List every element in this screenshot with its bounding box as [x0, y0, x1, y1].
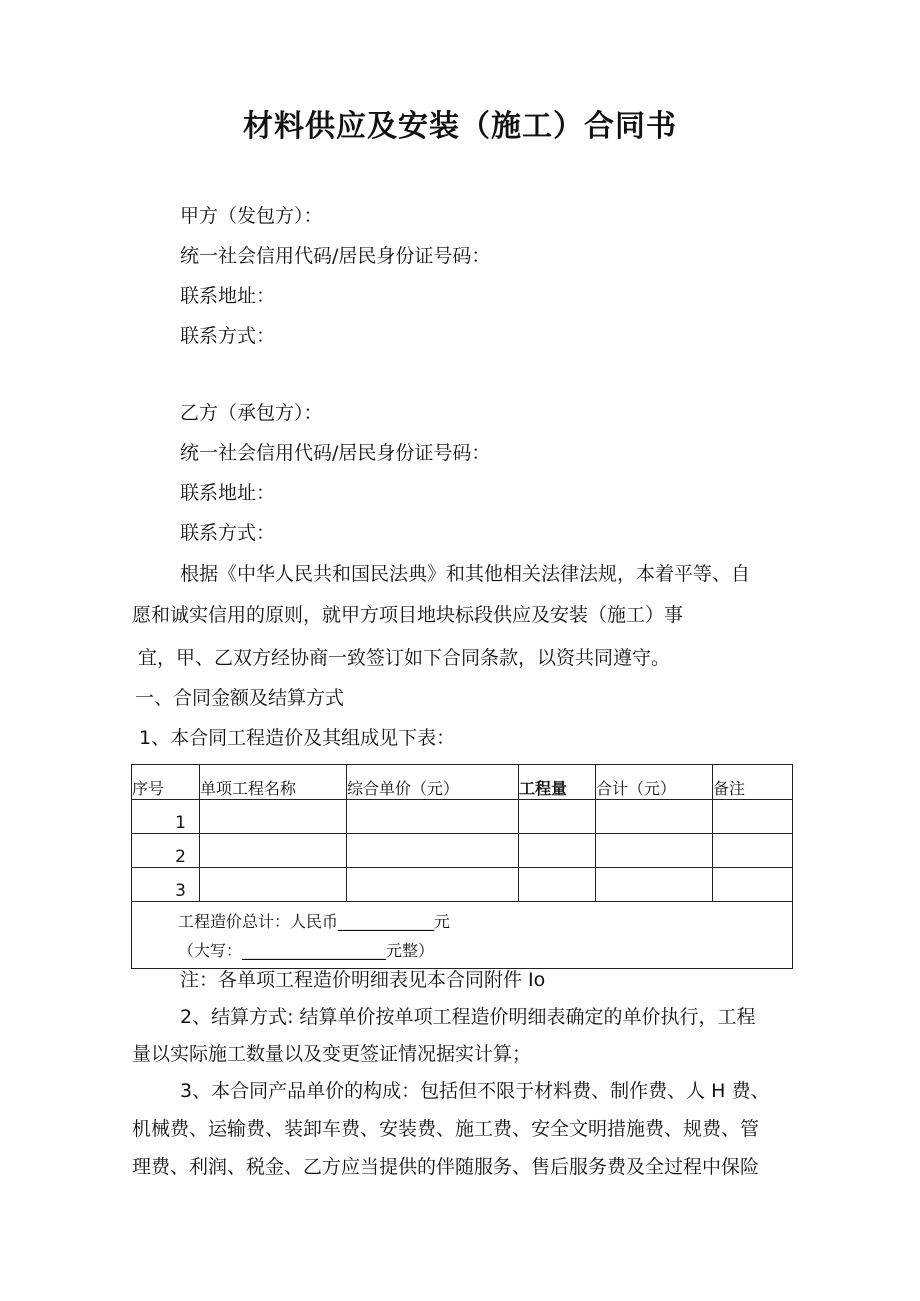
header-item-name: 单项工程名称 [200, 765, 347, 800]
table-row [132, 800, 793, 834]
intro-line-2: 愿和诚实信用的原则，就甲方项目地块标段供应及安装（施工）事 [132, 604, 684, 626]
party-b-address: 联系地址： [180, 482, 276, 504]
header-quantity: 工程量 [519, 765, 596, 800]
clause3-line-3: 理费、利润、税金、乙方应当提供的伴随服务、售后服务费及全过程中保险 [132, 1156, 760, 1178]
clause2-line-1: 2、结算方式: 结算单价按单项工程造价明细表确定的单价执行，工程 [180, 1006, 756, 1028]
cell-empty [519, 868, 596, 902]
cell-empty [713, 800, 793, 834]
cell-empty [200, 834, 347, 868]
header-unit-price: 综合单价（元） [347, 765, 519, 800]
cell-empty [347, 868, 519, 902]
row-seq: 3 [132, 868, 200, 902]
page-title: 材料供应及安装（施工）合同书 [243, 109, 677, 144]
section1-item1: 1、本合同工程造价及其组成见下表： [139, 727, 456, 749]
party-a-label: 甲方（发包方）： [180, 205, 323, 227]
table-row [132, 868, 793, 902]
header-subtotal: 合计（元） [596, 765, 713, 800]
party-b-credit-code: 统一社会信用代码/居民身份证号码： [180, 442, 491, 464]
clause2-line-2: 量以实际施工数量以及变更签证情况据实计算； [132, 1043, 532, 1065]
header-remarks: 备注 [713, 765, 793, 800]
cell-empty [713, 868, 793, 902]
clause3-line-2: 机械费、运输费、装卸车费、安装费、施工费、安全文明措施费、规费、管 [132, 1118, 760, 1140]
table-total-row [132, 902, 793, 969]
cell-empty [596, 868, 713, 902]
total-cell [132, 902, 793, 969]
intro-line-3: 宜，甲、乙双方经协商一致签订如下合同条款，以资共同遵守。 [138, 647, 671, 669]
table-note: 注：各单项工程造价明细表见本合同附件 Io [180, 969, 546, 991]
party-b-contact: 联系方式： [180, 522, 276, 544]
party-a-contact: 联系方式： [180, 325, 276, 347]
cell-empty [519, 834, 596, 868]
intro-line-1: 根据《中华人民共和国民法典》和其他相关法律法规，本着平等、自 [180, 563, 751, 585]
section1-heading: 一、合同金额及结算方式 [135, 687, 345, 709]
cell-empty [596, 834, 713, 868]
cell-empty [347, 800, 519, 834]
cell-empty [200, 800, 347, 834]
table-header-row [132, 765, 793, 800]
total-uppercase-line: （大写：__________________元整） [178, 941, 435, 960]
party-a-address: 联系地址： [180, 285, 276, 307]
row-seq: 1 [132, 800, 200, 834]
cell-empty [200, 868, 347, 902]
cell-empty [347, 834, 519, 868]
clause3-line-1: 3、本合同产品单价的构成：包括但不限于材料费、制作费、人 H 费、 [180, 1080, 770, 1102]
cell-empty [713, 834, 793, 868]
cell-empty [519, 800, 596, 834]
party-a-credit-code: 统一社会信用代码/居民身份证号码： [180, 245, 491, 267]
cost-table [131, 764, 793, 969]
table-row [132, 834, 793, 868]
header-seq: 序号 [132, 765, 200, 800]
row-seq: 2 [132, 834, 200, 868]
cell-empty [596, 800, 713, 834]
total-amount-line: 工程造价总计：人民币____________元 [178, 912, 451, 931]
party-b-label: 乙方（承包方）： [180, 402, 323, 424]
